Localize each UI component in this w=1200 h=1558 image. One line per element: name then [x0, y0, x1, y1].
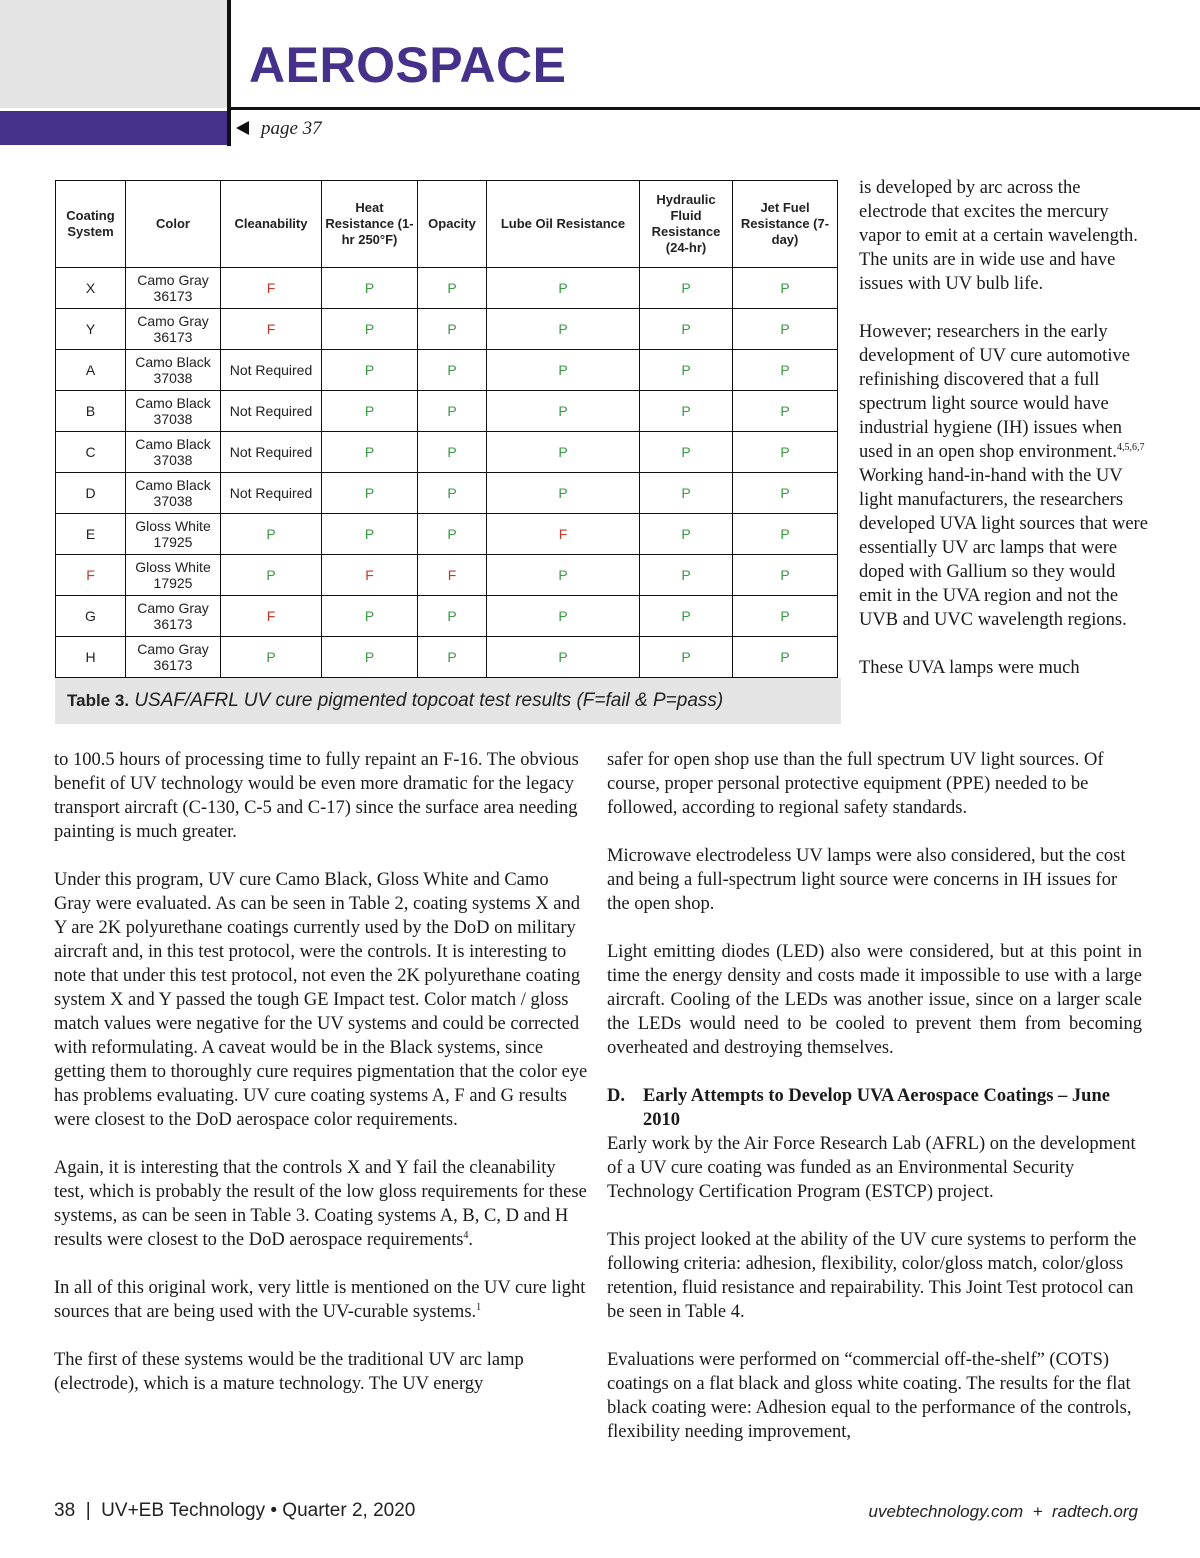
paragraph: to 100.5 hours of processing time to fully repaint an F-16. The obvious benefit of UV technology would be even more dramatic for the legacy transport aircraft (C-130, C-5 and C-17) since the surface area needing painting is much greater. [54, 750, 579, 842]
table-row [56, 350, 838, 391]
column-header: Lube Oil Resistance [487, 181, 640, 268]
column-header: Color [126, 181, 221, 268]
table-cell: Not Required [221, 432, 322, 473]
table-cell: Camo Black 37038 [126, 473, 221, 514]
header-vertical-rule [227, 0, 231, 146]
text-column-top-right [859, 176, 1149, 704]
table-cell: P [640, 391, 733, 432]
table-cell: Camo Gray 36173 [126, 268, 221, 309]
table-cell: P [733, 309, 838, 350]
paragraph: This project looked at the ability of the UV cure systems to perform the following criteria: adhesion, flexibility, color/gloss match, color/gloss retention, fluid resistance and repairability. This Joint Test protocol can be seen in Table 4. [607, 1230, 1137, 1322]
table-body [56, 268, 838, 678]
table-cell: P [487, 309, 640, 350]
table-cell: P [322, 432, 418, 473]
table-cell: P [322, 350, 418, 391]
table-cell: P [733, 473, 838, 514]
column-header: Cleanability [221, 181, 322, 268]
table-cell: P [640, 309, 733, 350]
table-cell: P [733, 350, 838, 391]
table-header-row [56, 181, 838, 268]
table-row [56, 268, 838, 309]
table-cell: P [418, 514, 487, 555]
table-cell: P [418, 309, 487, 350]
table-cell: F [221, 596, 322, 637]
column-header: Hydraulic Fluid Resistance (24-hr) [640, 181, 733, 268]
table-cell: P [418, 473, 487, 514]
column-header: Opacity [418, 181, 487, 268]
paragraph: Light emitting diodes (LED) also were considered, but at this point in time the energy density and costs made it impossible to use with a large aircraft. Cooling of the LEDs was another issue, since on a larger scale the LEDs would need to be cooled to prevent them from becoming overheated and destroying themselves. [607, 942, 1142, 1058]
page-reference-label: page 37 [261, 118, 322, 139]
table-cell: P [733, 596, 838, 637]
paragraph: Under this program, UV cure Camo Black, Gloss White and Camo Gray were evaluated. As can be seen in Table 2, coating systems X and Y are 2K polyurethane coatings currently used by the DoD on military aircraft and, in this test protocol, were the controls. It is interesting to note that under this test protocol, not even the 2K polyurethane coating system X and Y passed the tough GE Impact test. Color match / gloss match values were negative for the UV systems and could be corrected with reformulating. A caveat would be in the Black systems, since getting them to thoroughly cure requires pigmentation that the color eye has problems evaluating. UV cure coating systems A, F and G results were closest to the DoD aerospace color requirements. [54, 870, 588, 1130]
table-cell: P [487, 268, 640, 309]
column-header: Heat Resistance (1-hr 250°F) [322, 181, 418, 268]
section-heading-d [607, 1084, 1142, 1132]
table-cell: Not Required [221, 350, 322, 391]
table-cell: Y [56, 309, 126, 350]
table-cell: P [640, 514, 733, 555]
table-caption [55, 678, 841, 724]
table-cell: F [418, 555, 487, 596]
table-cell: Camo Black 37038 [126, 432, 221, 473]
table-cell: B [56, 391, 126, 432]
table-cell: P [322, 391, 418, 432]
results-table [55, 180, 838, 678]
table-row [56, 309, 838, 350]
table-cell: F [487, 514, 640, 555]
table-cell: P [487, 473, 640, 514]
paragraph: In all of this original work, very little is mentioned on the UV cure light sources that are being used with the UV-curable systems.$^1$ [54, 1278, 586, 1322]
table-cell: C [56, 432, 126, 473]
table-3 [55, 180, 837, 724]
table-cell: P [733, 514, 838, 555]
table-cell: G [56, 596, 126, 637]
table-cell: A [56, 350, 126, 391]
table-cell: P [322, 309, 418, 350]
table-cell: P [487, 391, 640, 432]
table-cell: P [418, 268, 487, 309]
table-cell: P [322, 473, 418, 514]
table-cell: P [322, 596, 418, 637]
table-cell: P [487, 637, 640, 678]
table-cell: Camo Gray 36173 [126, 309, 221, 350]
table-cell: P [322, 268, 418, 309]
table-cell: P [640, 432, 733, 473]
table-row [56, 514, 838, 555]
citation: 4,5,6,7 [1116, 441, 1145, 453]
table-cell: Camo Black 37038 [126, 350, 221, 391]
table-cell: P [733, 391, 838, 432]
paragraph: The first of these systems would be the traditional UV arc lamp (electrode), which is a mature technology. The UV energy [54, 1350, 524, 1394]
table-cell: X [56, 268, 126, 309]
table-cell: F [221, 268, 322, 309]
caption-label: Table 3. [67, 691, 130, 710]
table-cell: P [640, 350, 733, 391]
table-cell: P [487, 432, 640, 473]
table-cell: P [487, 596, 640, 637]
table-cell: Not Required [221, 473, 322, 514]
header-horizontal-rule [227, 107, 1200, 110]
table-cell: E [56, 514, 126, 555]
footer-urls[interactable]: uvebtechnology.com + radtech.org [868, 1502, 1138, 1521]
citation: 1 [476, 1301, 482, 1313]
left-arrow-icon [236, 121, 249, 135]
table-cell: P [221, 514, 322, 555]
table-row [56, 555, 838, 596]
heading-text: Early Attempts to Develop UVA Aerospace Coatings – June 2010 [643, 1086, 1110, 1130]
footer-page-info: 38 | UV+EB Technology • Quarter 2, 2020 [54, 1500, 416, 1521]
section-title: AEROSPACE [249, 37, 567, 93]
table-cell: P [418, 596, 487, 637]
table-cell: Gloss White 17925 [126, 555, 221, 596]
page-reference-link[interactable] [236, 119, 322, 138]
table-cell: P [418, 637, 487, 678]
table-cell: P [221, 555, 322, 596]
paragraph: These UVA lamps were much [859, 658, 1080, 678]
table-cell: P [640, 637, 733, 678]
table-row [56, 391, 838, 432]
table-cell: P [322, 637, 418, 678]
header-purple-bar [0, 111, 228, 145]
table-cell: P [640, 596, 733, 637]
table-cell: P [733, 432, 838, 473]
paragraph: Microwave electrodeless UV lamps were also considered, but the cost and being a full-spectrum light source were concerns in IH issues for the open shop. [607, 846, 1126, 914]
table-cell: Not Required [221, 391, 322, 432]
column-header: Jet Fuel Resistance (7-day) [733, 181, 838, 268]
column-header: Coating System [56, 181, 126, 268]
table-cell: P [733, 555, 838, 596]
table-cell: F [221, 309, 322, 350]
table-cell: Camo Black 37038 [126, 391, 221, 432]
table-cell: P [221, 637, 322, 678]
table-cell: P [733, 637, 838, 678]
paragraph: Early work by the Air Force Research Lab (AFRL) on the development of a UV cure coating was funded as an Environmental Security Technology Certification Program (ESTCP) project. [607, 1134, 1136, 1202]
table-cell: P [418, 350, 487, 391]
table-row [56, 432, 838, 473]
table-row [56, 596, 838, 637]
table-cell: D [56, 473, 126, 514]
table-cell: P [418, 391, 487, 432]
table-cell: F [56, 555, 126, 596]
table-cell: P [322, 514, 418, 555]
paragraph: is developed by arc across the electrode that excites the mercury vapor to emit at a certain wavelength. The units are in wide use and have issues with UV bulb life. [859, 178, 1138, 294]
paragraph: However; researchers in the early development of UV cure automotive refinishing discovered that a full spectrum light source would have industrial hygiene (IH) issues when used in an open shop environment.$^{4,5,6,7}$ Working hand-in-hand with the UV light manufacturers, the researchers developed UVA light sources that were essentially UV arc lamps that were doped with Gallium so they would emit in the UVA region and not the UVB and UVC wavelength regions. [859, 322, 1148, 630]
paragraph: Evaluations were performed on “commercial off-the-shelf” (COTS) coatings on a flat black and gloss white coating. The results for the flat black coating were: Adhesion equal to the performance of the controls, flexibility needing improvement, [607, 1350, 1132, 1442]
table-cell: Camo Gray 36173 [126, 637, 221, 678]
citation: 4 [463, 1229, 469, 1241]
table-cell: P [733, 268, 838, 309]
table-cell: H [56, 637, 126, 678]
table-cell: P [418, 432, 487, 473]
table-cell: Camo Gray 36173 [126, 596, 221, 637]
text-column-left [54, 748, 589, 1420]
table-cell: F [322, 555, 418, 596]
text-column-right [607, 748, 1142, 1468]
table-cell: P [640, 555, 733, 596]
table-cell: Gloss White 17925 [126, 514, 221, 555]
table-cell: P [487, 350, 640, 391]
table-cell: P [487, 555, 640, 596]
table-cell: P [640, 268, 733, 309]
table-cell: P [640, 473, 733, 514]
table-row [56, 637, 838, 678]
table-row [56, 473, 838, 514]
heading-letter: D. [607, 1086, 625, 1106]
caption-text: USAF/AFRL UV cure pigmented topcoat test results (F=fail & P=pass) [134, 690, 724, 711]
paragraph: safer for open shop use than the full spectrum UV light sources. Of course, proper personal protective equipment (PPE) needed to be followed, according to regional safety standards. [607, 750, 1104, 818]
header-gray-block [0, 0, 228, 108]
paragraph: Again, it is interesting that the controls X and Y fail the cleanability test, which is probably the result of the low gloss requirements for these systems, as can be seen in Table 3. Coating systems A, B, C, D and H results were closest to the DoD aerospace requirements$^4$. [54, 1158, 587, 1250]
